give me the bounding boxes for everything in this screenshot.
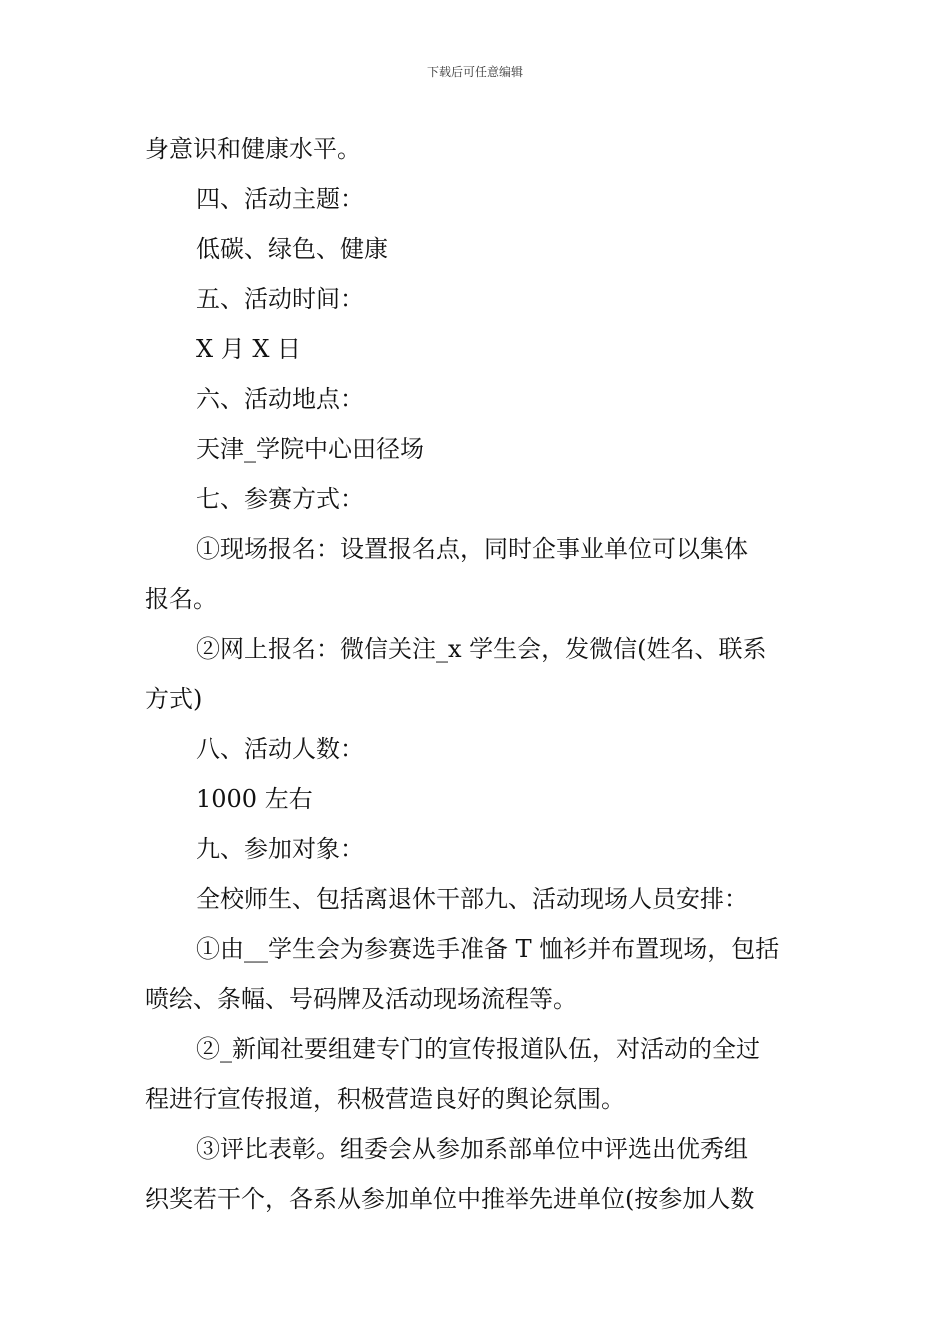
section-heading-location: 六、活动地点： bbox=[196, 385, 364, 413]
text-line-online: ②网上报名：微信关注_x 学生会，发微信(姓名、联系 bbox=[196, 635, 767, 663]
text-line-arrange-2: ②_新闻社要组建专门的宣传报道队伍，对活动的全过 bbox=[196, 1035, 760, 1063]
text-line-online-cont: 方式) bbox=[145, 685, 203, 713]
text-line-count: 1000 左右 bbox=[196, 785, 313, 813]
text-line-1: 身意识和健康水平。 bbox=[145, 135, 361, 163]
text-line-participants: 全校师生、包括离退休干部九、活动现场人员安排： bbox=[196, 885, 748, 913]
text-line-arrange-2-cont: 程进行宣传报道，积极营造良好的舆论氛围。 bbox=[145, 1085, 625, 1113]
section-heading-time: 五、活动时间： bbox=[196, 285, 364, 313]
text-line-onsite: ①现场报名：设置报名点，同时企事业单位可以集体 bbox=[196, 535, 748, 563]
text-line-location: 天津_学院中心田径场 bbox=[196, 435, 424, 463]
document-body bbox=[145, 124, 807, 1224]
text-line-date: X 月 X 日 bbox=[196, 335, 302, 363]
section-heading-participants: 九、参加对象： bbox=[196, 835, 364, 863]
section-heading-theme: 四、活动主题： bbox=[196, 185, 364, 213]
text-line-arrange-1-cont: 喷绘、条幅、号码牌及活动现场流程等。 bbox=[145, 985, 577, 1013]
text-line-arrange-3: ③评比表彰。组委会从参加系部单位中评选出优秀组 bbox=[196, 1135, 748, 1163]
page-header: 下载后可任意编辑 bbox=[426, 65, 523, 79]
text-line-onsite-cont: 报名。 bbox=[145, 585, 217, 613]
section-heading-method: 七、参赛方式： bbox=[196, 485, 364, 513]
text-line-arrange-1: ①由__学生会为参赛选手准备 T 恤衫并布置现场，包括 bbox=[196, 935, 780, 963]
text-line-theme: 低碳、绿色、健康 bbox=[196, 235, 388, 263]
section-heading-count: 八、活动人数： bbox=[196, 735, 364, 763]
text-line-arrange-3-cont: 织奖若干个，各系从参加单位中推举先进单位(按参加人数 bbox=[145, 1185, 755, 1213]
